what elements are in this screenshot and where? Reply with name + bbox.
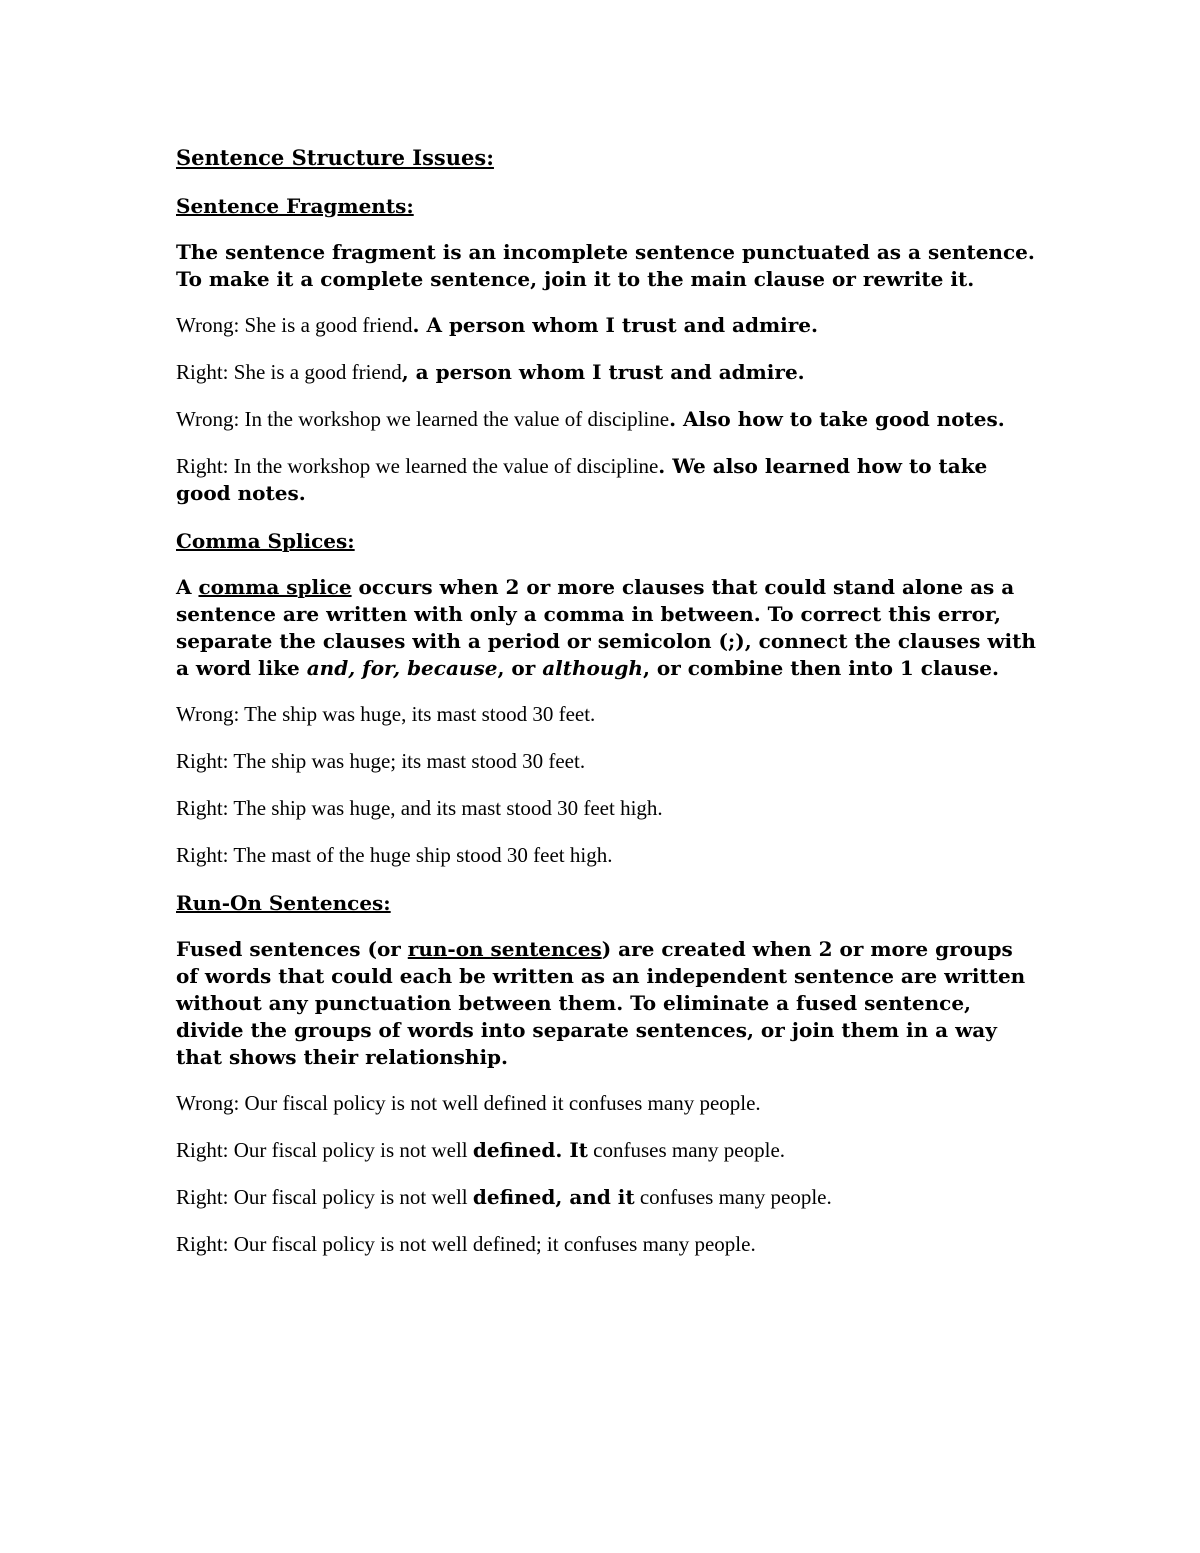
fragments-example-right-1 [176,359,1036,386]
example-bold-text: . Also how to take good notes. [669,407,1005,431]
desc-text: A [176,575,199,599]
section-heading-comma-splices: Comma Splices: [176,529,355,553]
section-heading-run-on: Run-On Sentences: [176,891,391,915]
example-text: Right: Our fiscal policy is not well [176,1138,473,1162]
comma-example-right-2: Right: The ship was huge, and its mast stood 30 feet high. [176,796,663,820]
fragments-example-right-2 [176,453,1036,507]
conjunction-although: although [542,656,643,680]
example-text: Wrong: She is a good friend [176,313,413,337]
fragments-example-wrong-2 [176,406,1036,433]
runon-example-wrong-1: Wrong: Our fiscal policy is not well defined it confuses many people. [176,1091,761,1115]
document-title: Sentence Structure Issues: [176,145,494,170]
runon-example-right-1 [176,1137,1036,1164]
run-on-description [176,936,1036,1071]
comma-splices-description [176,574,1036,682]
section-heading-fragments: Sentence Fragments: [176,194,414,218]
desc-text: , or combine then into 1 clause. [642,656,999,680]
example-bold-text: defined. It [472,1138,588,1162]
comma-splice-term: comma splice [198,575,352,599]
comma-example-right-1: Right: The ship was huge; its mast stood 30 feet. [176,749,586,773]
desc-text: Fused sentences (or [176,937,408,961]
desc-text: , or [497,656,543,680]
fragments-example-wrong-1 [176,312,1036,339]
example-text: Right: In the workshop we learned the value of discipline [176,454,659,478]
example-text: Wrong: In the workshop we learned the value of discipline [176,407,670,431]
runon-example-right-2 [176,1184,1036,1211]
example-bold-text: . We also learned how to take good notes. [176,454,988,505]
runon-example-right-3: Right: Our fiscal policy is not well defined; it confuses many people. [176,1232,756,1256]
desc-text: ) are created when 2 or more groups of words that could each be written as an independent sentence are written without any punctuation between them. To eliminate a fused sentence, divide the groups of words into separate sentences, or join them in a way that shows their relationship. [176,937,1026,1069]
example-text: confuses many people. [634,1185,832,1209]
run-on-term: run-on sentences [407,937,602,961]
example-text: Right: She is a good friend [176,360,402,384]
comma-example-wrong-1: Wrong: The ship was huge, its mast stood 30 feet. [176,702,596,726]
example-text: Right: Our fiscal policy is not well [176,1185,473,1209]
conjunction-words: and, for, because [306,656,498,680]
desc-text: occurs when 2 or more clauses that could stand alone as a sentence are written with only a comma in between. To correct this error, separate the clauses with a period or semicolon (;), connect the clauses with a word like [176,575,1036,680]
example-bold-text: defined, and it [472,1185,635,1209]
comma-example-right-3: Right: The mast of the huge ship stood 30 feet high. [176,843,613,867]
fragments-description: The sentence fragment is an incomplete sentence punctuated as a sentence. To make it a complete sentence, join it to the main clause or rewrite it. [176,240,1035,291]
document-page [176,142,1036,1278]
example-bold-text: , a person whom I trust and admire. [401,360,805,384]
example-bold-text: . A person whom I trust and admire. [412,313,818,337]
example-text: confuses many people. [587,1138,786,1162]
